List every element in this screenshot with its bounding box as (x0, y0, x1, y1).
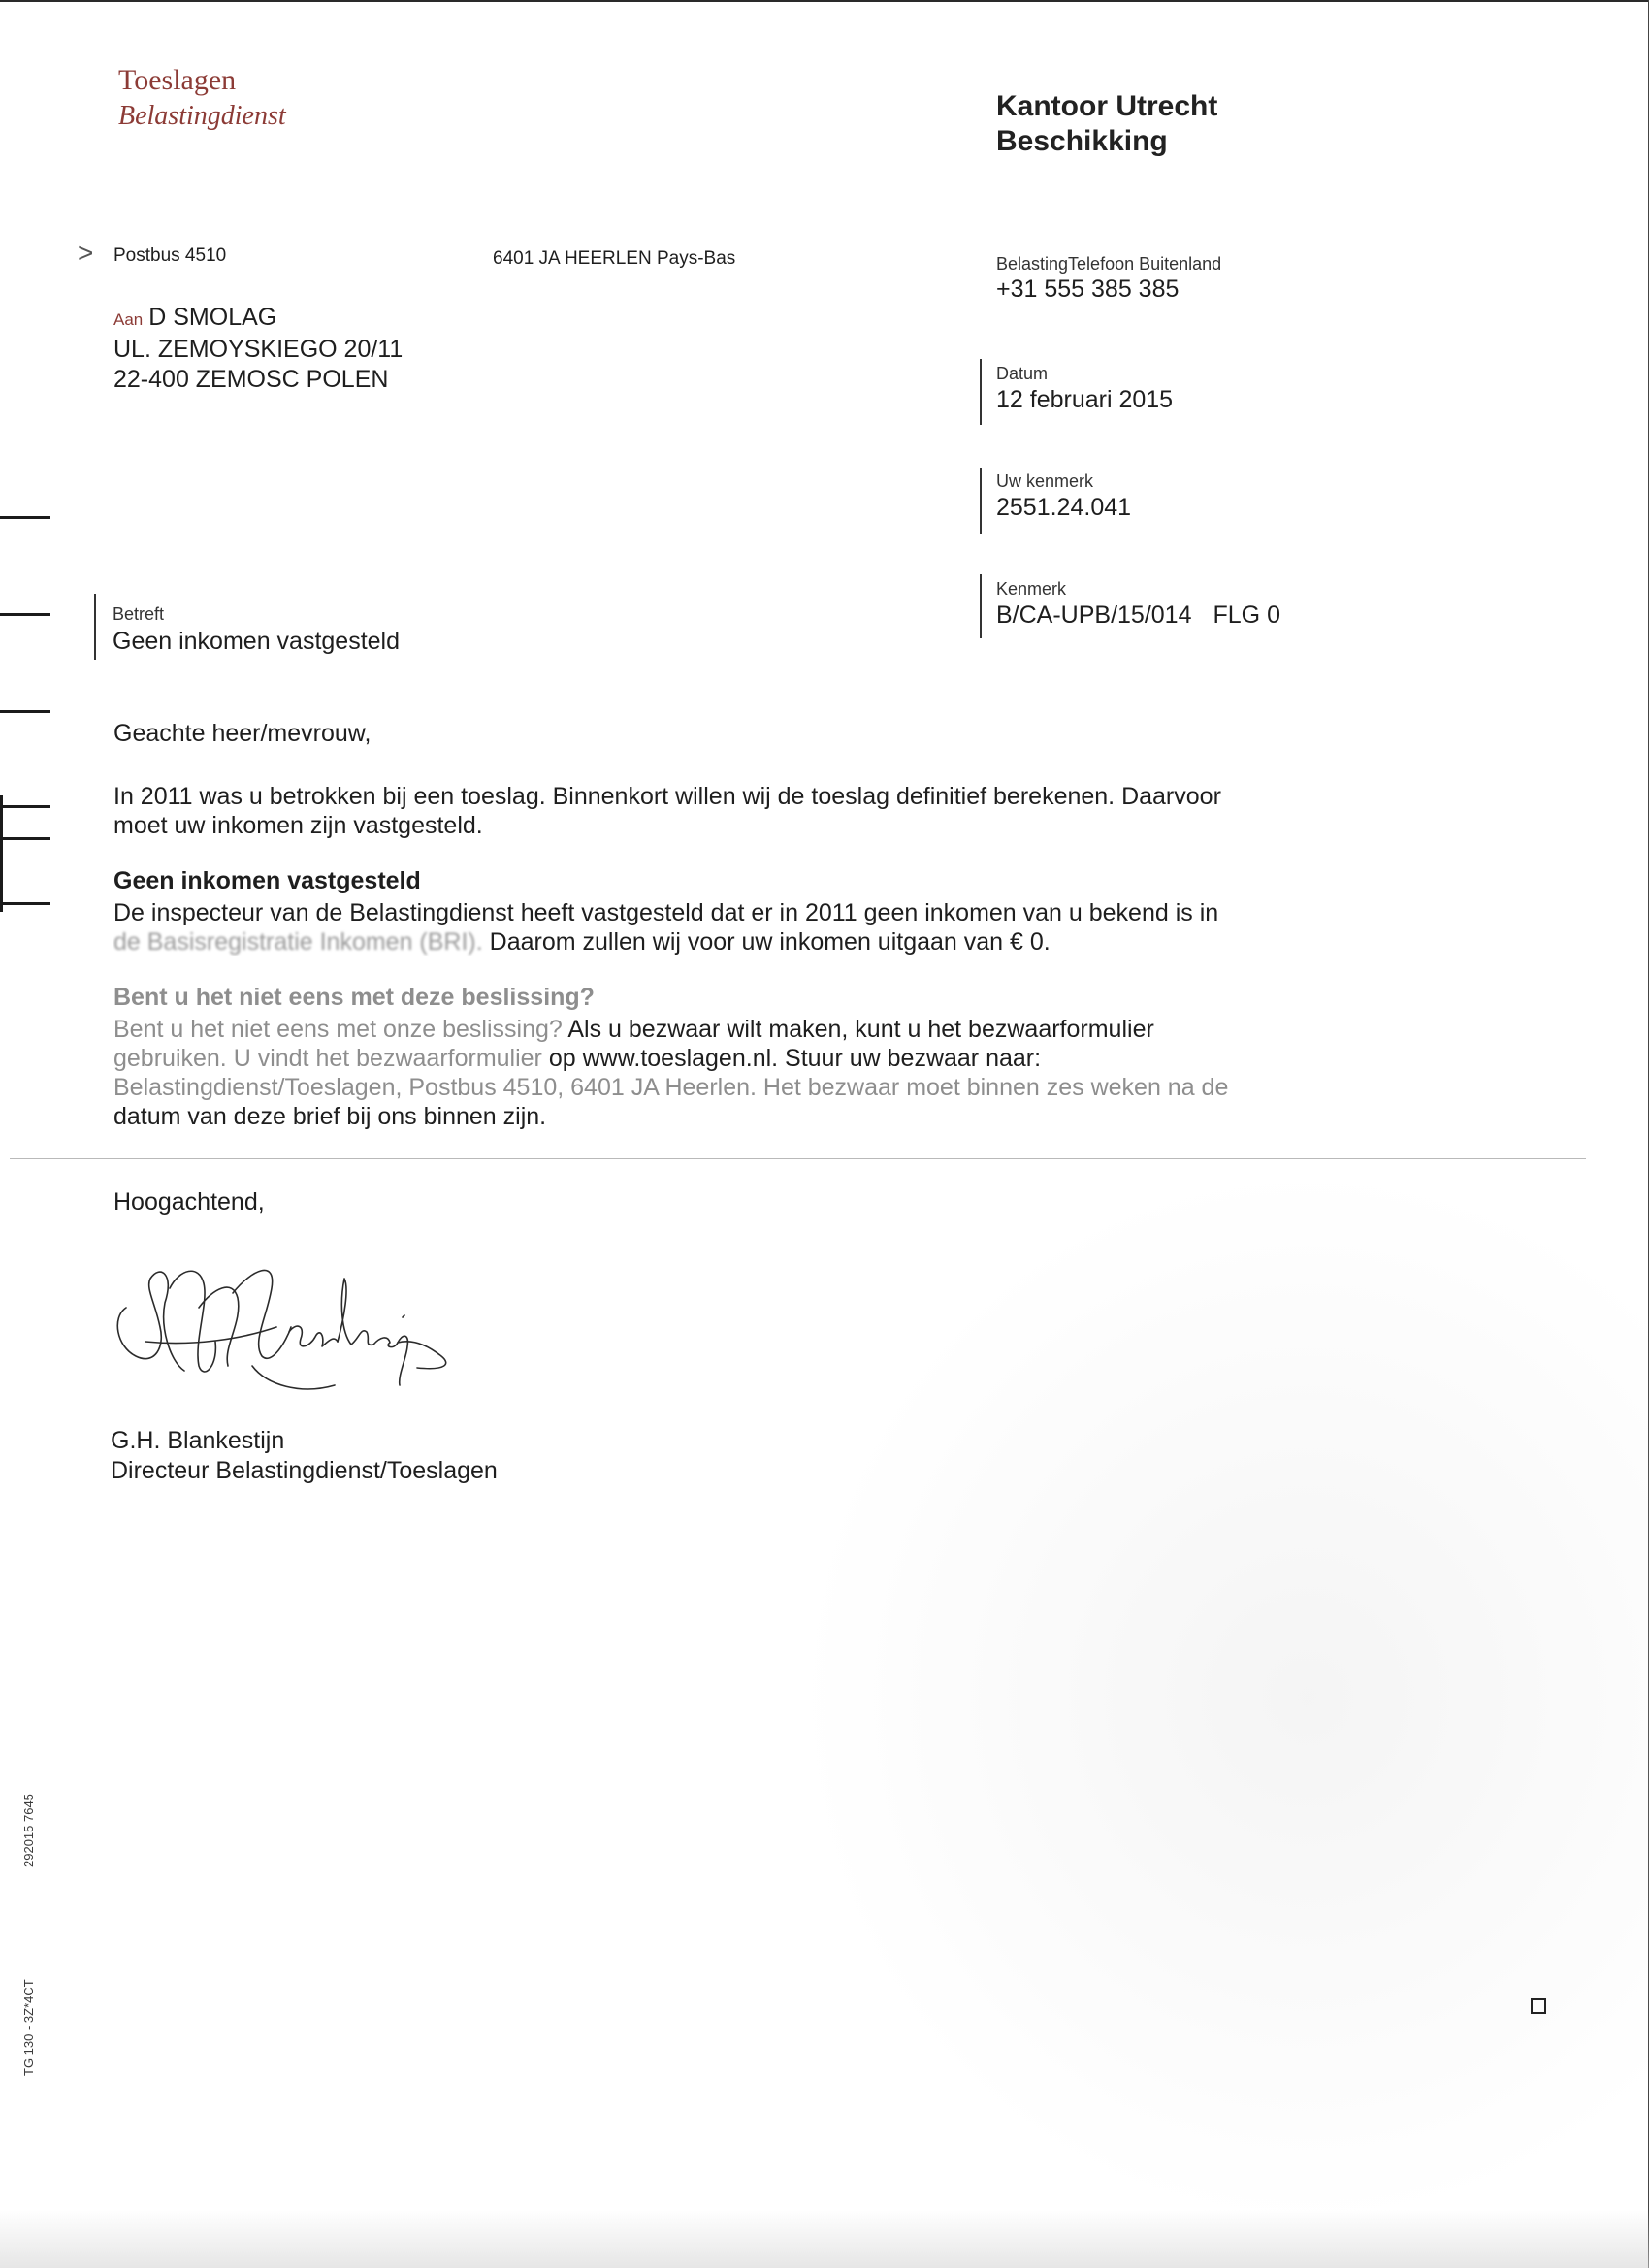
blurred-text: de Basisregistratie Inkomen (BRI). (113, 928, 483, 956)
paragraph-line: In 2011 was u betrokken bij een toeslag. Binnenkort willen wij de toeslag definitief berekenen. Daarvoor (113, 783, 1221, 810)
fold-shadow (795, 1164, 1649, 2231)
form-code: TG 130 - 3Z*4CT (21, 1979, 36, 2076)
recipient-street: UL. ZEMOYSKIEGO 20/11 (113, 336, 404, 363)
objection-heading-text: Bent u het niet eens met deze beslissing? (113, 984, 595, 1011)
margin-mark (0, 613, 50, 616)
scan-top-edge (0, 0, 1649, 2)
meta-divider (980, 574, 982, 638)
closing: Hoogachtend, (113, 1188, 265, 1215)
checkbox (1531, 1998, 1546, 2014)
subject-value: Geen inkomen vastgesteld (113, 628, 401, 655)
margin-mark (0, 710, 50, 713)
paragraph-line: Belastingdienst/Toeslagen, Postbus 4510, 6401 JA Heerlen. Het bezwaar moet binnen zes weken na de (113, 1074, 1229, 1101)
section-heading-objection (113, 983, 1326, 1012)
subject-label: Betreft (113, 604, 165, 624)
faded-text: Bent u het niet eens met onze beslissing? (113, 1016, 563, 1043)
phone-value: +31 555 385 385 (996, 275, 1180, 303)
recipient-name: D SMOLAG (148, 304, 277, 331)
signatory-block (111, 1426, 498, 1486)
paragraph-line: moet uw inkomen zijn vastgesteld. (113, 812, 483, 839)
return-city: 6401 JA HEERLEN Pays-Bas (493, 248, 736, 269)
reference-code: B/CA-UPB/15/014 (996, 601, 1192, 629)
paragraph-line-rest: Daarom zullen wij voor uw inkomen uitgaan van € 0. (482, 928, 1051, 956)
margin-bracket (0, 795, 3, 912)
date-label: Datum (996, 364, 1049, 383)
margin-mark (0, 516, 50, 519)
signatory-name: G.H. Blankestijn (111, 1427, 285, 1454)
paragraph-income (113, 898, 1326, 956)
paragraph-line: De inspecteur van de Belastingdienst heeft vastgesteld dat er in 2011 geen inkomen van u bekend is in (113, 899, 1219, 926)
salutation: Geachte heer/mevrouw, (113, 720, 372, 747)
reference-suffix: FLG 0 (1212, 601, 1280, 629)
your-reference-value: 2551.24.041 (996, 494, 1132, 521)
arrow-icon: > (78, 238, 94, 268)
brand-line1: Toeslagen (118, 64, 237, 96)
brand-line2: Belastingdienst (118, 101, 286, 131)
aan-label: Aan (113, 310, 144, 329)
section-heading-income: Geen inkomen vastgesteld (113, 867, 421, 894)
recipient-city: 22-400 ZEMOSC POLEN (113, 366, 389, 393)
reference-value (996, 601, 1280, 630)
paragraph-intro (113, 782, 1326, 840)
paragraph-line-rest: Als u bezwaar wilt maken, kunt u het bezwaarformulier (562, 1016, 1154, 1043)
paragraph-line-rest: op www.toeslagen.nl. Stuur uw bezwaar naar: (541, 1045, 1042, 1072)
margin-mark (0, 902, 50, 905)
return-postbus: Postbus 4510 (113, 245, 227, 266)
faded-text: gebruiken. U vindt het bezwaarformulier (113, 1045, 542, 1072)
meta-divider (980, 468, 982, 534)
office-heading (996, 89, 1217, 159)
reference-label: Kenmerk (996, 579, 1067, 599)
scan-bottom-shadow (0, 2210, 1649, 2268)
signature-image (107, 1249, 475, 1405)
recipient-address (113, 303, 403, 395)
margin-mark (0, 837, 50, 840)
meta-divider (980, 359, 982, 425)
document-type: Beschikking (996, 125, 1168, 157)
subject-divider (94, 594, 96, 660)
date-value: 12 februari 2015 (996, 386, 1174, 413)
signatory-title: Directeur Belastingdienst/Toeslagen (111, 1457, 498, 1484)
paragraph-line: datum van deze brief bij ons binnen zijn. (113, 1103, 547, 1130)
margin-mark (0, 805, 50, 808)
margin-code: 292015 7645 (21, 1794, 36, 1867)
fold-line (10, 1158, 1586, 1159)
paragraph-objection (113, 1015, 1326, 1131)
office-name: Kantoor Utrecht (996, 90, 1218, 122)
phone-label: BelastingTelefoon Buitenland (996, 254, 1222, 274)
your-reference-label: Uw kenmerk (996, 471, 1094, 491)
